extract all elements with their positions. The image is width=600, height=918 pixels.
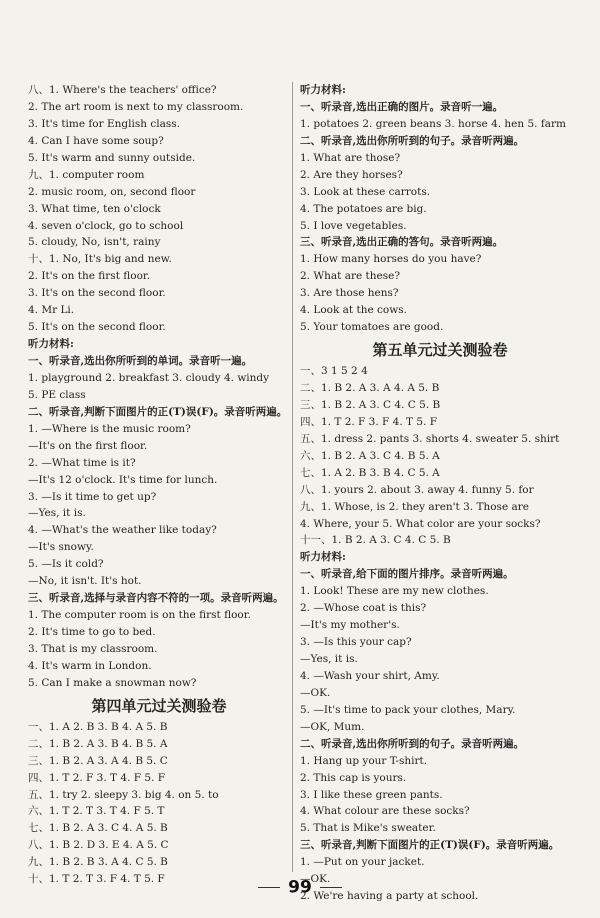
answer-line: 九、1. computer room <box>28 168 145 181</box>
instruction-line: 一、听录音,选出你所听到的单词。录音听一遍。 <box>28 355 253 367</box>
answer-line: 3. Look at these carrots. <box>300 185 431 198</box>
answer-line: 4. —Wash your shirt, Amy. <box>300 669 440 682</box>
instruction-line: 二、听录音,选出你所听到的句子。录音听两遍。 <box>300 134 525 147</box>
footer-dash-left <box>258 887 280 888</box>
answer-line: 5. cloudy, No, isn't, rainy <box>28 236 161 249</box>
answer-line: 4. seven o'clock, go to school <box>28 219 184 232</box>
answer-line: 2. Are they horses? <box>300 168 403 181</box>
instruction-line: 听力材料: <box>300 84 346 96</box>
answer-line: 5. Your tomatoes are good. <box>300 321 444 334</box>
instruction-line: 三、听录音,选出正确的答句。录音听两遍。 <box>300 236 504 249</box>
answer-line: 2. This cap is yours. <box>300 771 407 784</box>
answer-line: 4. Mr Li. <box>28 304 75 317</box>
answer-line: 十、1. No, It's big and new. <box>28 253 172 266</box>
answer-line: 1. potatoes 2. green beans 3. horse 4. hen 5. farm <box>300 117 566 130</box>
right-column <box>300 82 580 905</box>
answer-line: 2. What are these? <box>300 270 400 283</box>
instruction-line: 二、听录音,判断下面图片的正(T)误(F)。录音听两遍。 <box>28 405 288 418</box>
answer-line: 1. —Put on your jacket. <box>300 856 425 869</box>
answer-line: 六、1. T 2. T 3. T 4. F 5. T <box>28 805 165 818</box>
answer-line: 三、1. B 2. A 3. C 4. C 5. B <box>300 398 441 411</box>
answer-line: 3. It's time for English class. <box>28 117 180 130</box>
answer-line: 五、1. dress 2. pants 3. shorts 4. sweater 5. shirt <box>300 432 560 445</box>
answer-line: 4. Can I have some soup? <box>28 134 164 147</box>
column-divider <box>292 82 293 872</box>
answer-line: 1. What are those? <box>300 151 401 164</box>
answer-line: —OK. <box>300 686 331 699</box>
answer-line: 八、1. yours 2. about 3. away 4. funny 5. for <box>300 483 534 496</box>
answer-line: 3. It's on the second floor. <box>28 287 166 300</box>
answer-line: 4. The potatoes are big. <box>300 202 427 215</box>
answer-line: 四、1. T 2. F 3. T 4. F 5. F <box>28 771 165 784</box>
answer-line: —OK, Mum. <box>300 720 365 733</box>
answer-line: —Yes, it is. <box>300 653 358 665</box>
answer-line: 5. Can I make a snowman now? <box>28 676 197 689</box>
instruction-line: 听力材料: <box>300 551 346 564</box>
answer-line: 5. —It's time to pack your clothes, Mary. <box>300 703 516 716</box>
page-number: 99 <box>288 877 312 898</box>
answer-line: 七、1. B 2. A 3. C 4. A 5. B <box>28 822 168 835</box>
answer-line: 3. —Is it time to get up? <box>28 490 157 503</box>
answer-line: 2. —What time is it? <box>28 456 136 469</box>
answer-line: 1. The computer room is on the first floor. <box>28 609 251 622</box>
answer-line: 5. PE class <box>28 388 86 401</box>
answer-line: 一、3 1 5 2 4 <box>300 365 368 378</box>
answer-line: 3. What time, ten o'clock <box>28 202 161 215</box>
instruction-line: 一、听录音,给下面的图片排序。录音听两遍。 <box>300 568 514 581</box>
answer-line: 十一、1. B 2. A 3. C 4. C 5. B <box>300 534 451 547</box>
answer-line: 五、1. try 2. sleepy 3. big 4. on 5. to <box>28 788 219 801</box>
answer-line: 3. I like these green pants. <box>300 788 443 801</box>
answer-line: 2. The art room is next to my classroom. <box>28 100 244 113</box>
answer-line: 1. How many horses do you have? <box>300 253 482 266</box>
answer-line: —It's snowy. <box>28 541 94 554</box>
answer-line: 七、1. A 2. B 3. B 4. C 5. A <box>300 466 440 479</box>
answer-line: 4. —What's the weather like today? <box>28 524 217 537</box>
answer-line: —Yes, it is. <box>28 507 86 520</box>
answer-line: 5. —Is it cold? <box>28 558 104 571</box>
answer-line: 1. Hang up your T-shirt. <box>300 754 428 767</box>
answer-line: 5. That is Mike's sweater. <box>300 822 436 835</box>
answer-line: 二、1. B 2. A 3. B 4. B 5. A <box>28 737 168 750</box>
answer-line: 十、1. T 2. T 3. F 4. T 5. F <box>28 873 165 886</box>
answer-line: 1. —Where is the music room? <box>28 422 191 435</box>
answer-line: 5. It's warm and sunny outside. <box>28 151 196 164</box>
answer-line: 1. Look! These are my new clothes. <box>300 585 489 598</box>
section-heading: 第五单元过关测验卷 <box>372 341 508 360</box>
answer-line: 二、1. B 2. A 3. A 4. A 5. B <box>300 382 440 394</box>
answer-line: 4. It's warm in London. <box>28 659 152 672</box>
answer-line: 2. —Whose coat is this? <box>300 602 427 615</box>
left-column <box>28 82 290 888</box>
answer-line: 三、1. B 2. A 3. A 4. B 5. C <box>28 754 168 767</box>
footer-dash-right <box>320 887 342 888</box>
answer-line: —It's on the first floor. <box>28 439 148 452</box>
answer-line: 八、1. Where's the teachers' office? <box>28 84 217 96</box>
answer-line: 3. That is my classroom. <box>28 642 158 655</box>
instruction-line: 三、听录音,选择与录音内容不符的一项。录音听两遍。 <box>28 592 284 605</box>
answer-line: 九、1. B 2. B 3. A 4. C 5. B <box>28 856 168 869</box>
answer-line: 六、1. B 2. A 3. C 4. B 5. A <box>300 449 440 462</box>
answer-line: 1. playground 2. breakfast 3. cloudy 4. windy <box>28 371 270 384</box>
answer-line: 5. I love vegetables. <box>300 219 407 232</box>
answer-line: —No, it isn't. It's hot. <box>28 575 142 588</box>
answer-line: 5. It's on the second floor. <box>28 321 166 334</box>
answer-line: —It's 12 o'clock. It's time for lunch. <box>28 473 218 486</box>
answer-line: 八、1. B 2. D 3. E 4. A 5. C <box>28 839 169 852</box>
answer-line: 3. Are those hens? <box>300 287 399 300</box>
answer-line: 4. Where, your 5. What color are your socks? <box>300 517 541 530</box>
answer-line: 九、1. Whose, is 2. they aren't 3. Those are <box>300 500 529 513</box>
page-footer <box>0 877 600 899</box>
answer-line: 四、1. T 2. F 3. F 4. T 5. F <box>300 415 437 428</box>
answer-line: 2. We're having a party at school. <box>300 890 479 903</box>
answer-line: 2. music room, on, second floor <box>28 185 196 198</box>
answer-line: 2. It's time to go to bed. <box>28 626 156 638</box>
answer-line: 一、1. A 2. B 3. B 4. A 5. B <box>28 720 168 733</box>
instruction-line: 二、听录音,选出你所听到的句子。录音听两遍。 <box>300 737 525 750</box>
answer-line: 4. What colour are these socks? <box>300 805 470 818</box>
instruction-line: 一、听录音,选出正确的图片。录音听一遍。 <box>300 100 504 113</box>
instruction-line: 三、听录音,判断下面图片的正(T)误(F)。录音听两遍。 <box>300 839 560 852</box>
section-heading: 第四单元过关测验卷 <box>91 696 227 715</box>
answer-line: 4. Look at the cows. <box>300 304 407 317</box>
answer-line: 2. It's on the first floor. <box>28 270 151 283</box>
answer-line: —It's my mother's. <box>300 619 400 632</box>
answer-line: —OK. <box>300 873 331 886</box>
instruction-line: 听力材料: <box>28 338 74 351</box>
answer-line: 3. —Is this your cap? <box>300 636 412 649</box>
